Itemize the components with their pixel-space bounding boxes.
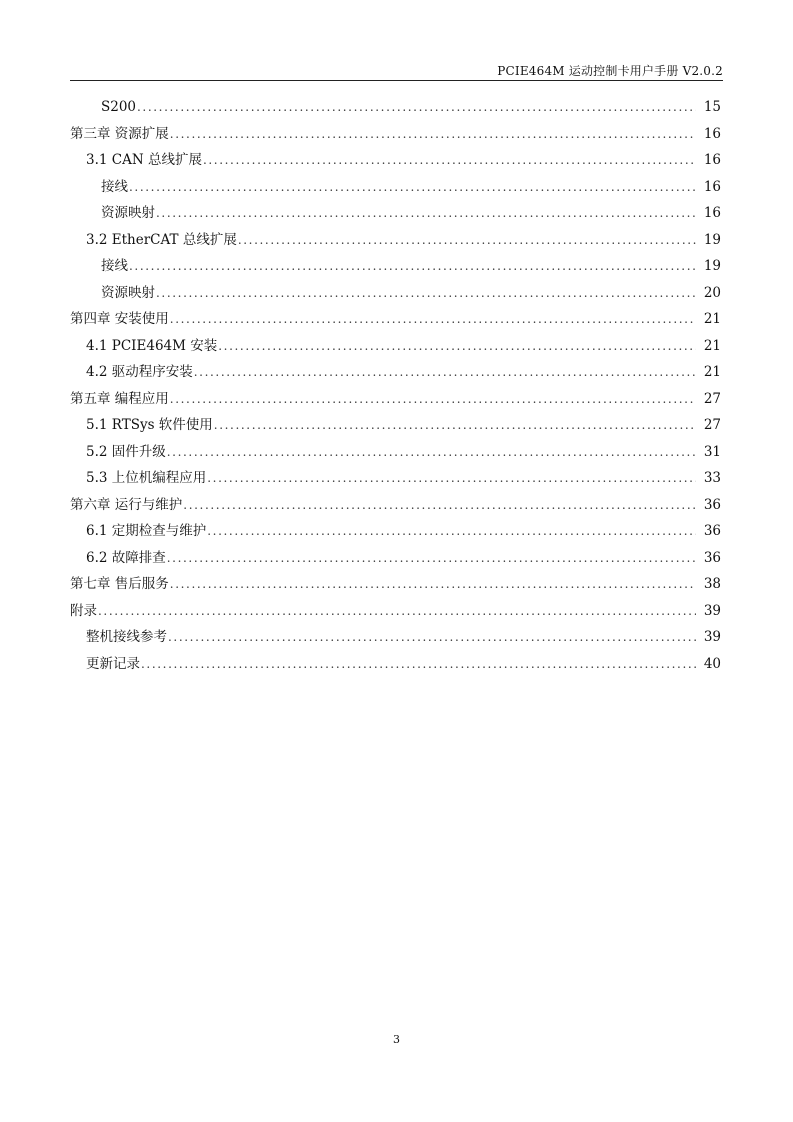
toc-entry[interactable] [70, 306, 721, 333]
toc-entry-title: 6.2 故障排查 [86, 549, 166, 566]
toc-entry[interactable] [70, 465, 721, 492]
toc-entry-page: 19 [703, 231, 721, 248]
toc-entry-title: 整机接线参考 [86, 629, 167, 645]
toc-entry-title: 资源映射 [101, 284, 155, 301]
toc-entry[interactable] [70, 412, 721, 439]
toc-entry[interactable] [70, 174, 721, 201]
toc-entry[interactable] [70, 253, 721, 280]
toc-entry[interactable] [70, 518, 721, 545]
toc-entry[interactable] [70, 359, 721, 386]
toc-entry-title: 第四章 安装使用 [70, 311, 169, 327]
toc-entry-title: 更新记录 [86, 655, 140, 672]
toc-entry[interactable] [70, 227, 721, 254]
toc-entry-page: 19 [703, 258, 721, 274]
toc-entry-page: 27 [703, 417, 721, 433]
toc-entry-title: 接线 [101, 258, 128, 274]
toc-dot-leader [183, 492, 696, 519]
table-of-contents [70, 94, 721, 677]
toc-dot-leader [218, 333, 696, 360]
toc-entry-title: 第六章 运行与维护 [70, 496, 183, 513]
toc-entry[interactable] [70, 280, 721, 307]
toc-entry-page: 39 [703, 602, 721, 619]
toc-entry[interactable] [70, 598, 721, 625]
toc-entry-page: 31 [703, 443, 721, 460]
toc-entry-title: S200 [101, 99, 137, 115]
toc-entry[interactable] [70, 651, 721, 678]
toc-entry-title: 5.2 固件升级 [86, 443, 166, 460]
toc-entry-page: 16 [703, 205, 721, 221]
toc-entry-title: 第七章 售后服务 [70, 576, 169, 592]
toc-dot-leader [170, 571, 696, 598]
toc-entry-page: 39 [703, 629, 721, 645]
toc-dot-leader [129, 253, 696, 280]
toc-dot-leader [207, 465, 696, 492]
toc-entry-page: 21 [703, 337, 721, 354]
toc-dot-leader [129, 174, 696, 201]
toc-entry[interactable] [70, 571, 721, 598]
toc-entry-title: 5.3 上位机编程应用 [86, 470, 207, 486]
toc-dot-leader [167, 545, 696, 572]
toc-entry-title: 4.2 驱动程序安装 [86, 364, 193, 380]
toc-entry-title: 5.1 RTSys 软件使用 [86, 417, 213, 433]
toc-entry-page: 16 [703, 125, 721, 142]
toc-entry[interactable] [70, 147, 721, 174]
page-header [70, 58, 723, 81]
toc-entry-page: 21 [703, 311, 721, 327]
toc-dot-leader [141, 651, 696, 678]
toc-entry-title: 6.1 定期检查与维护 [86, 523, 207, 539]
toc-dot-leader [214, 412, 696, 439]
page-number: 3 [393, 1033, 400, 1046]
toc-dot-leader [194, 359, 696, 386]
toc-entry-page: 36 [703, 523, 721, 539]
toc-entry-page: 15 [703, 99, 721, 115]
toc-entry-title: 接线 [101, 178, 128, 195]
toc-entry-title: 附录 [70, 602, 97, 619]
toc-entry-page: 16 [703, 152, 721, 168]
toc-dot-leader [203, 147, 696, 174]
toc-entry[interactable] [70, 333, 721, 360]
toc-dot-leader [170, 306, 696, 333]
toc-dot-leader [170, 386, 696, 413]
toc-entry[interactable] [70, 624, 721, 651]
toc-dot-leader [207, 518, 696, 545]
toc-entry-page: 16 [703, 178, 721, 195]
toc-dot-leader [98, 598, 696, 625]
toc-entry-page: 38 [703, 576, 721, 592]
toc-entry-page: 36 [703, 549, 721, 566]
toc-entry[interactable] [70, 94, 721, 121]
toc-entry[interactable] [70, 200, 721, 227]
toc-entry-title: 第三章 资源扩展 [70, 125, 169, 142]
toc-entry[interactable] [70, 121, 721, 148]
toc-entry-page: 33 [703, 470, 721, 486]
toc-entry[interactable] [70, 492, 721, 519]
toc-entry-page: 21 [703, 364, 721, 380]
toc-dot-leader [168, 624, 696, 651]
toc-entry-page: 20 [703, 284, 721, 301]
toc-dot-leader [156, 200, 696, 227]
toc-entry-title: 第五章 编程应用 [70, 390, 169, 407]
header-title: PCIE464M 运动控制卡用户手册 V2.0.2 [497, 64, 723, 78]
toc-entry-page: 27 [703, 390, 721, 407]
toc-dot-leader [137, 94, 696, 121]
toc-entry-title: 4.1 PCIE464M 安装 [86, 337, 218, 354]
toc-entry[interactable] [70, 386, 721, 413]
toc-entry-title: 3.2 EtherCAT 总线扩展 [86, 231, 237, 248]
toc-dot-leader [170, 121, 696, 148]
toc-dot-leader [167, 439, 696, 466]
toc-entry-title: 3.1 CAN 总线扩展 [86, 152, 202, 168]
toc-entry[interactable] [70, 545, 721, 572]
toc-entry-title: 资源映射 [101, 205, 155, 221]
toc-entry[interactable] [70, 439, 721, 466]
toc-entry-page: 36 [703, 496, 721, 513]
toc-dot-leader [156, 280, 696, 307]
toc-entry-page: 40 [703, 655, 721, 672]
toc-dot-leader [238, 227, 696, 254]
